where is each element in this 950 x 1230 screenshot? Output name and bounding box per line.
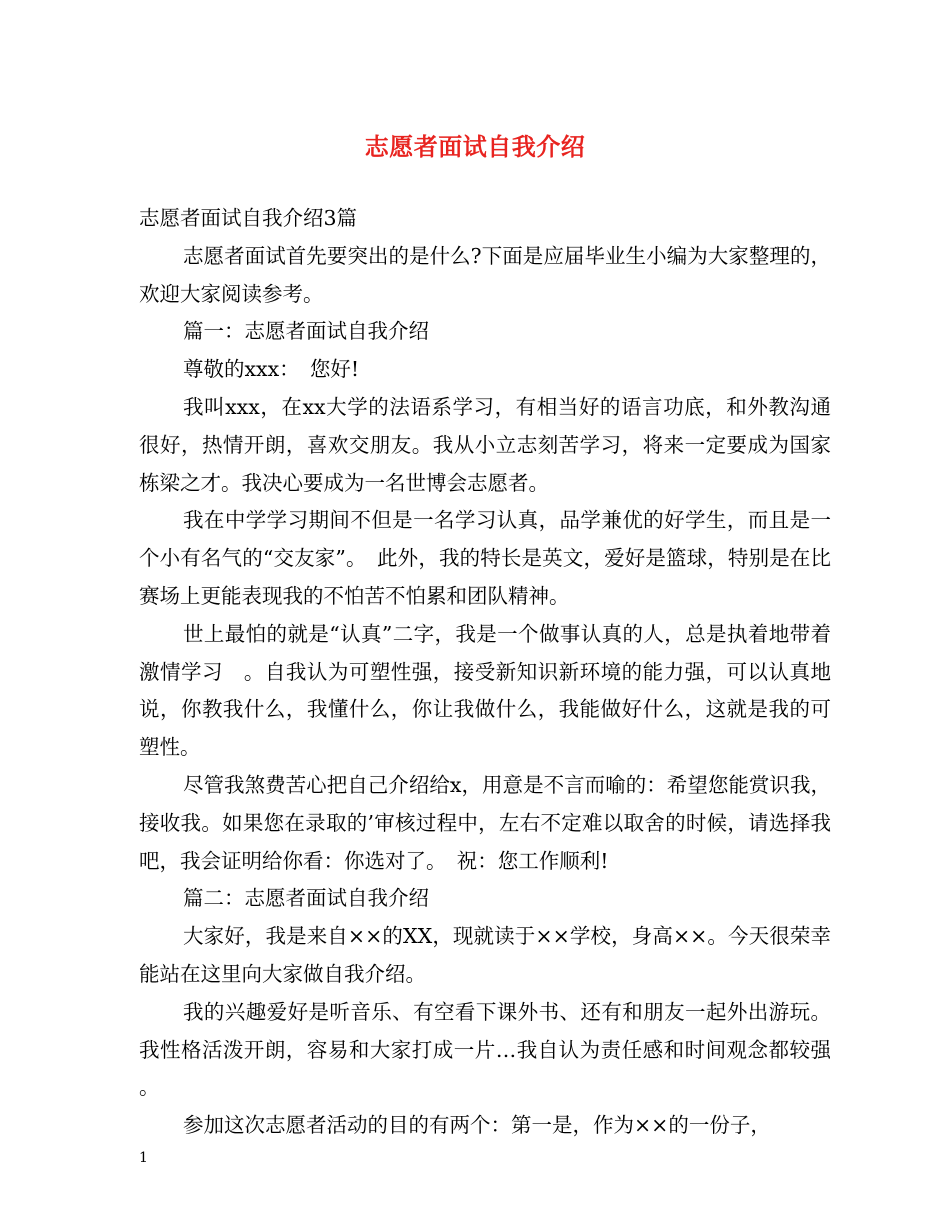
section-heading-2: 篇二：志愿者面试自我介绍 [183,886,429,911]
paragraph: 大家好，我是来自××的XX，现就读于××学校，身高××。今天很荣幸能站在这里向大家做自我介绍。 [139,924,831,986]
paragraph: 参加这次志愿者活动的目的有两个：第一是，作为××的一份子， [183,1113,771,1138]
paragraph: 我叫xxx，在xx大学的法语系学习，有相当好的语言功底，和外教沟通很好，热情开朗，喜欢交朋友。我从小立志刻苦学习，将来一定要成为国家栋梁之才。我决心要成为一名世博会志愿者。 [139,394,831,495]
paragraph: 世上最怕的就是“认真”二字，我是一个做事认真的人，总是执着地带着激情学习 。自我认为可塑性强，接受新知识新环境的能力强，可以认真地说，你教我什么，我懂什么，你让我做什么，我能做好什么，这就是我的可塑性。 [139,621,831,760]
paragraph-intro: 志愿者面试首先要突出的是什么?下面是应届毕业生小编为大家整理的，欢迎大家阅读参考。 [139,243,831,306]
paragraph-greeting: 尊敬的xxx： 您好! [183,357,360,382]
section-heading-1: 篇一：志愿者面试自我介绍 [183,319,429,344]
paragraph: 我在中学学习期间不但是一名学习认真，品学兼优的好学生，而且是一个小有名气的“交友家”。 此外，我的特长是英文，爱好是篮球，特别是在比赛场上更能表现我的不怕苦不怕累和团队精神。 [139,508,831,608]
paragraph: 我的兴趣爱好是听音乐、有空看下课外书、还有和朋友一起外出游玩。我性格活泼开朗，容易和大家打成一片…我自认为责任感和时间观念都较强。 [139,999,831,1100]
document-subtitle: 志愿者面试自我介绍3篇 [139,206,358,230]
paragraph: 尽管我煞费苦心把自己介绍给x，用意是不言而喻的：希望您能赏识我，接收我。如果您在录取的’审核过程中，左右不定难以取舍的时候，请选择我吧，我会证明给你看：你选对了。 祝：您工作顺利! [139,772,831,873]
document-title: 志愿者面试自我介绍 [364,132,586,161]
document-body [139,200,831,1145]
page-number: 1 [139,1150,148,1166]
